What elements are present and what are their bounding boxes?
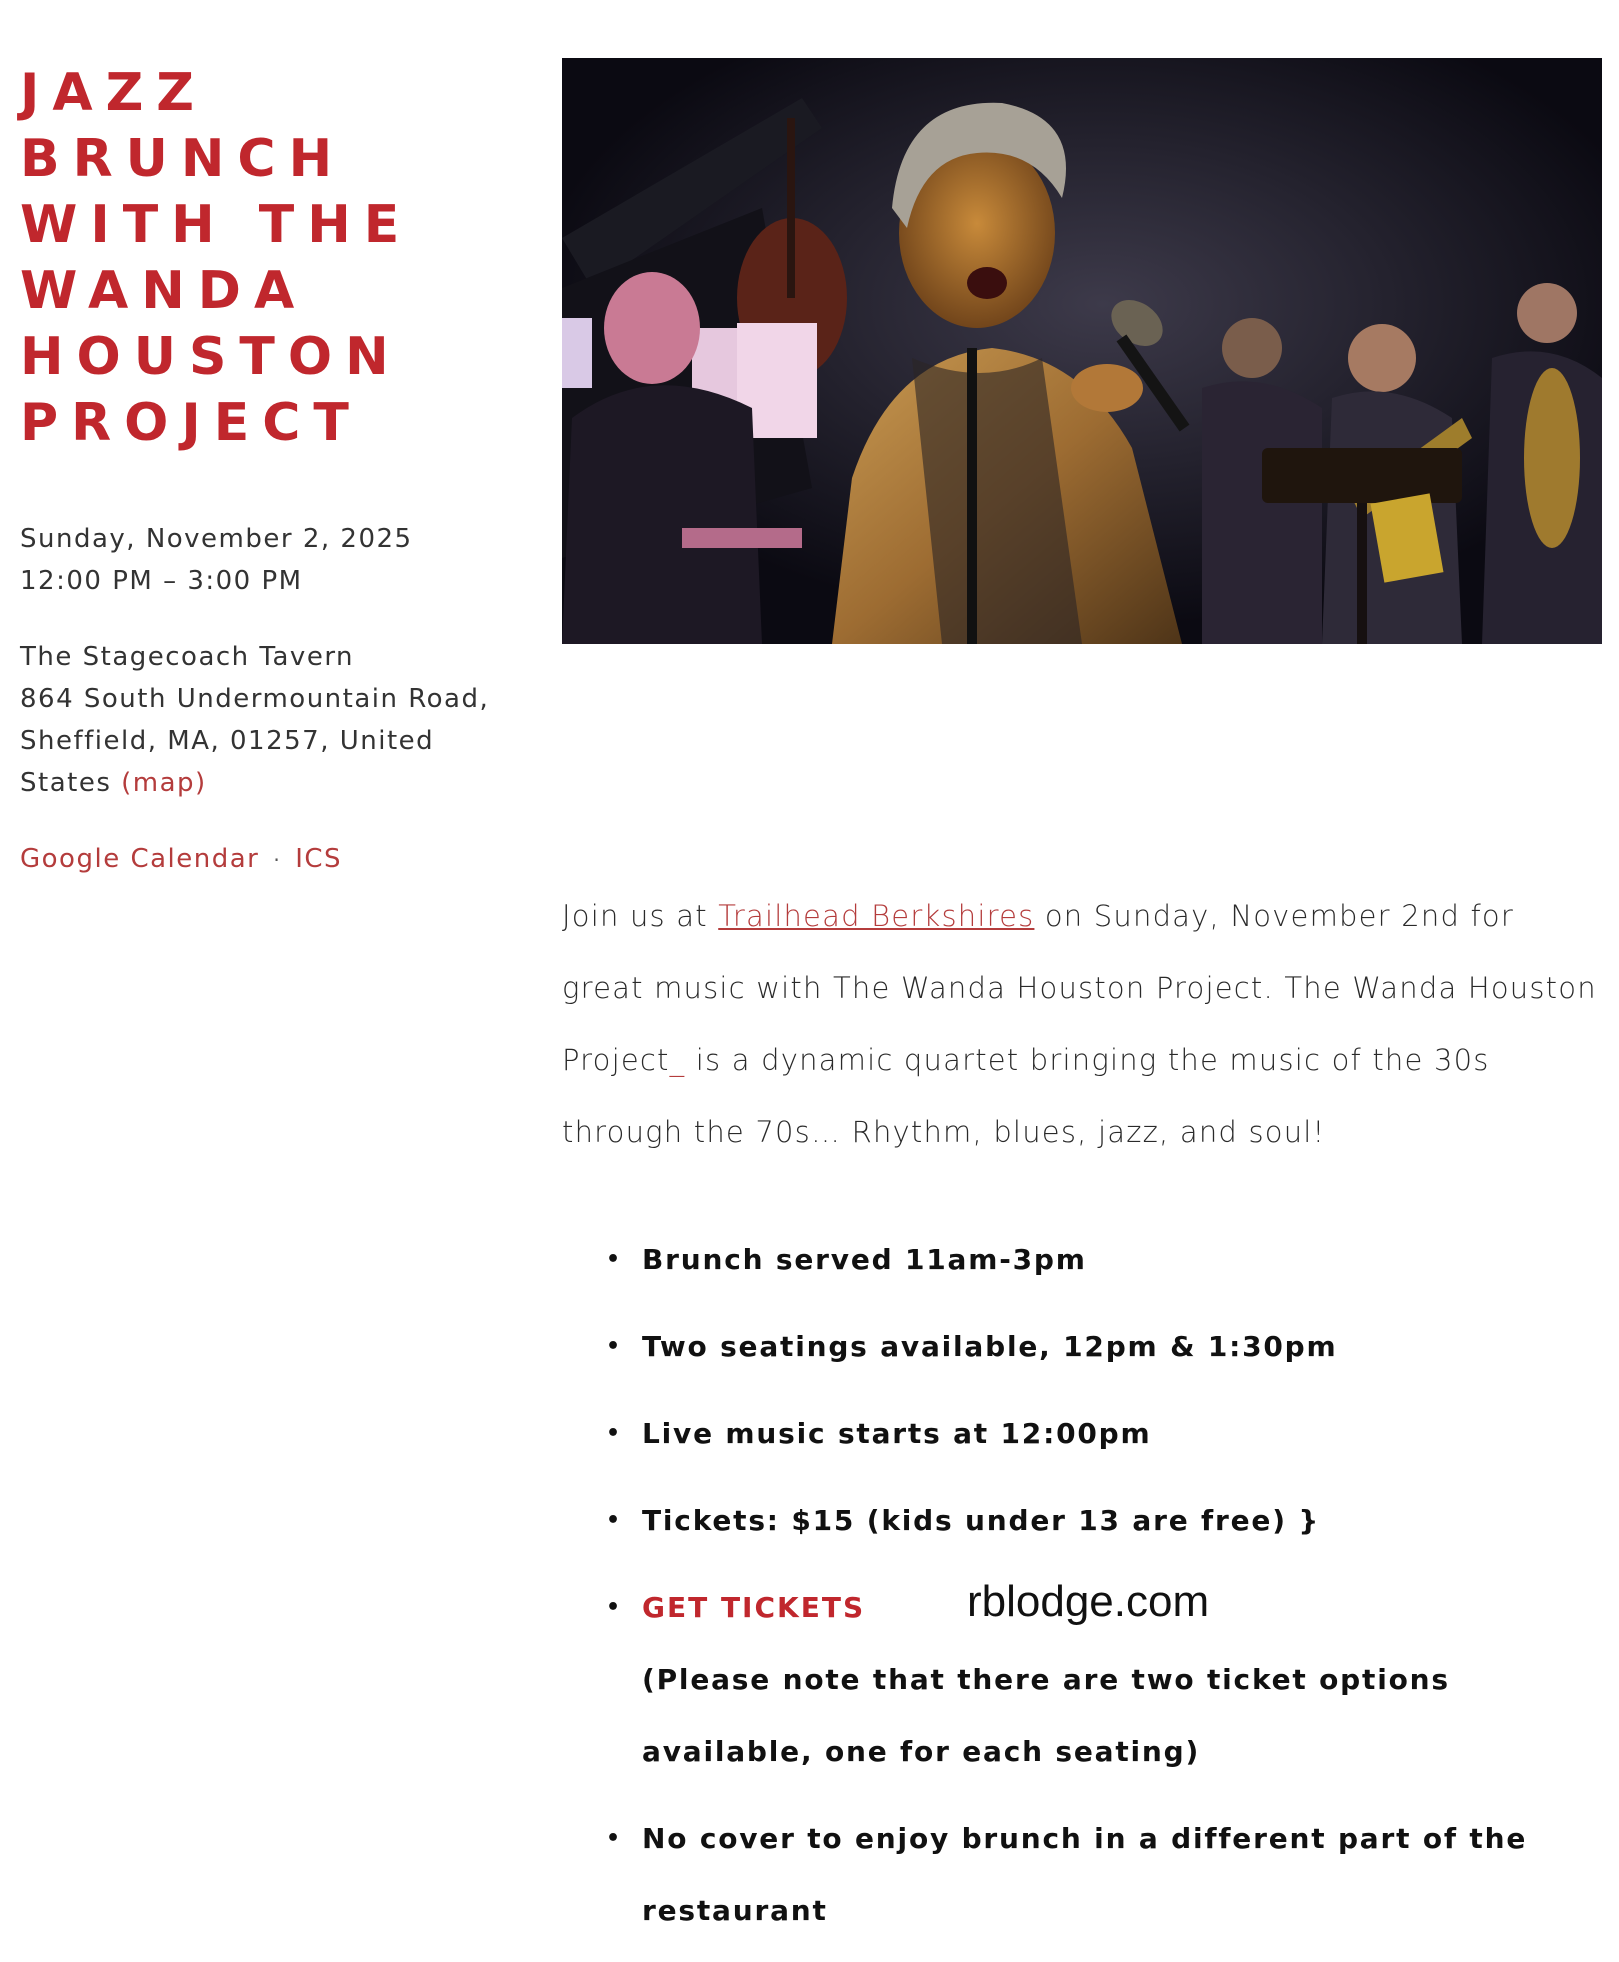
ticket-note: (Please note that there are two ticket options available, one for each seating)	[642, 1663, 1450, 1768]
event-photo	[562, 58, 1602, 644]
event-title-line: WITH THE	[20, 195, 413, 255]
event-date: Sunday, November 2, 2025	[20, 524, 413, 554]
music-start: Live music starts at 12:00pm	[642, 1417, 1152, 1450]
intro-text: is a dynamic quartet bringing the music of the 30s through the 70s… Rhythm, blues, jazz, and soul!	[562, 1043, 1490, 1149]
watermark-text: rblodge.com	[967, 1577, 1210, 1626]
map-link[interactable]: (map)	[121, 768, 207, 798]
event-title-line: JAZZ	[20, 63, 208, 123]
ics-link[interactable]: ICS	[295, 844, 343, 874]
ticket-price: Tickets: $15 (kids under 13 are free) }	[642, 1504, 1321, 1537]
brunch-hours: Brunch served 11am-3pm	[642, 1243, 1087, 1276]
event-venue	[20, 636, 500, 804]
venue-address-last	[20, 762, 500, 804]
link-separator: ·	[273, 848, 282, 872]
event-description	[562, 880, 1602, 1962]
event-details-list	[562, 1224, 1602, 1947]
intro-text: Join us at	[562, 899, 719, 933]
event-sidebar	[20, 60, 500, 881]
event-title-line: HOUSTON	[20, 327, 402, 387]
seatings-info: Two seatings available, 12pm & 1:30pm	[642, 1330, 1338, 1363]
event-title	[20, 60, 500, 456]
list-item	[562, 1224, 1602, 1296]
event-title-line: PROJECT	[20, 393, 362, 453]
list-item	[562, 1398, 1602, 1470]
trailhead-berkshires-link[interactable]: Trailhead Berkshires	[718, 899, 1035, 933]
venue-address-line: Sheffield, MA, 01257, United	[20, 726, 435, 756]
event-title-line: BRUNCH	[20, 129, 346, 189]
list-item	[562, 1572, 1602, 1788]
list-item	[562, 1485, 1602, 1557]
intro-paragraph	[562, 880, 1602, 1168]
list-item	[562, 1803, 1602, 1947]
no-cover-info: No cover to enjoy brunch in a different part of the restaurant	[642, 1822, 1528, 1927]
event-time: 12:00 PM – 3:00 PM	[20, 566, 303, 596]
venue-address-line: States	[20, 768, 112, 798]
calendar-links	[20, 838, 500, 881]
event-datetime	[20, 518, 500, 602]
singer-performance-image	[562, 58, 1602, 644]
list-item	[562, 1311, 1602, 1383]
venue-name: The Stagecoach Tavern	[20, 642, 355, 672]
event-title-line: WANDA	[20, 261, 308, 321]
google-calendar-link[interactable]: Google Calendar	[20, 844, 260, 874]
stray-underscore: _	[669, 1043, 686, 1077]
intro-text: on Sunday, November 2nd for great music with The Wanda Houston Project. The Wanda Houston Project	[562, 899, 1597, 1077]
get-tickets-link[interactable]: GET TICKETS	[642, 1591, 866, 1624]
venue-address-line: 864 South Undermountain Road,	[20, 684, 490, 714]
